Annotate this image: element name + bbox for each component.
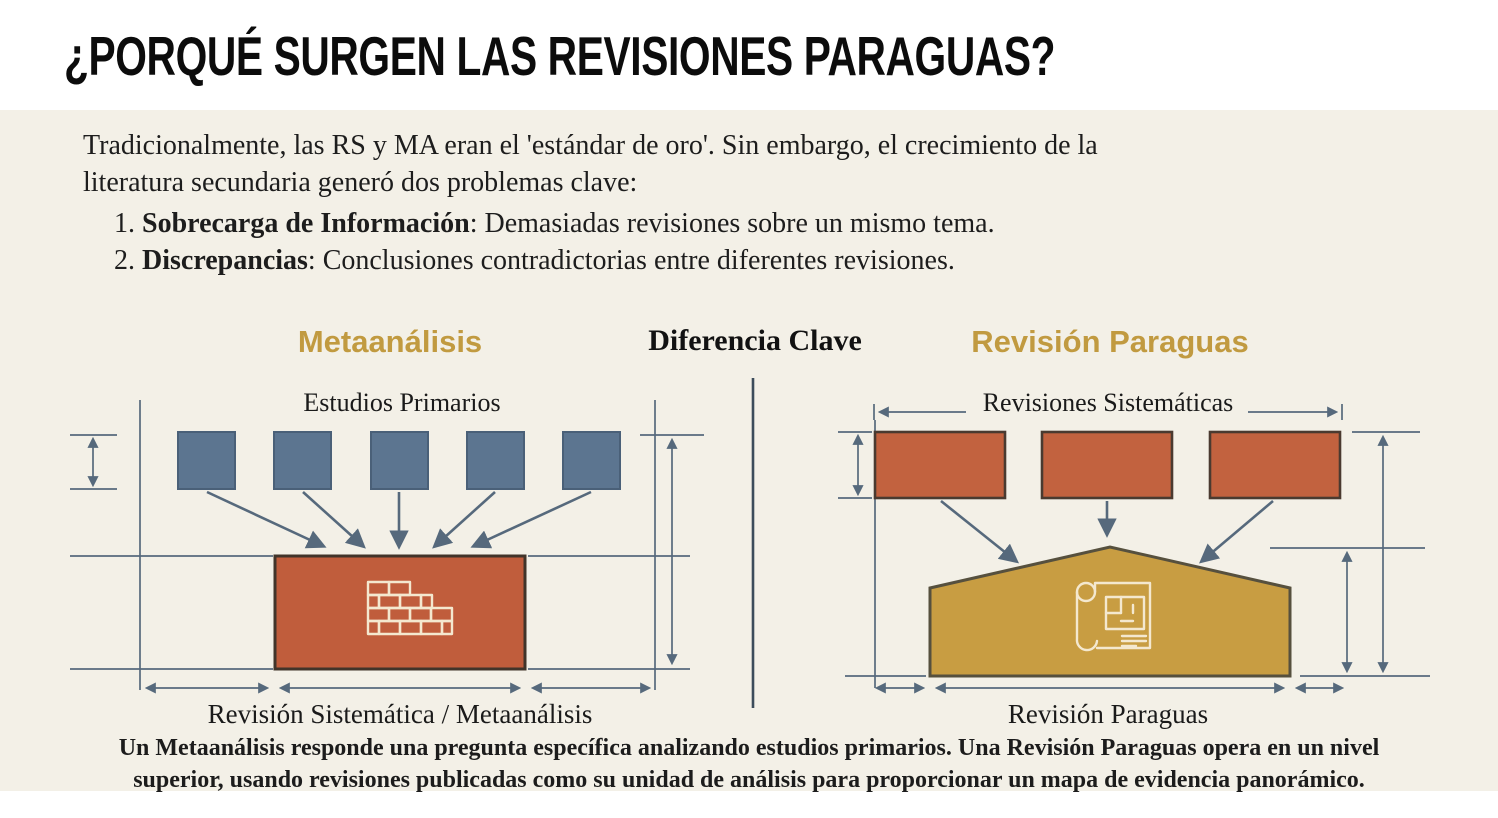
intro-line-2: literatura secundaria generó dos problemas clave: xyxy=(83,167,638,198)
list-item-term: Discrepancias xyxy=(142,245,308,276)
umbrella-review-label: Revisión Paraguas xyxy=(1007,699,1209,729)
primary-study-box xyxy=(371,432,428,489)
systematic-review-boxes xyxy=(875,432,1340,498)
umbrella-review-heading: Revisión Paraguas xyxy=(971,324,1249,359)
primary-study-box xyxy=(274,432,331,489)
primary-study-box xyxy=(467,432,524,489)
primary-study-box xyxy=(178,432,235,489)
problem-list xyxy=(114,205,995,279)
caption-line-2: superior, usando revisiones publicadas como su unidad de análisis para proporcionar un mapa de evidencia panorámico. xyxy=(133,767,1365,793)
list-item xyxy=(114,205,995,242)
list-item xyxy=(114,242,995,279)
caption-line-1: Un Metaanálisis responde una pregunta específica analizando estudios primarios. Una Revisión Paraguas opera en un nivel xyxy=(118,735,1380,761)
systematic-review-box xyxy=(275,556,525,669)
intro-line-1: Tradicionalmente, las RS y MA eran el 'estándar de oro'. Sin embargo, el crecimiento de la xyxy=(83,130,1098,161)
primary-studies-label: Estudios Primarios xyxy=(303,388,501,417)
list-item-term: Sobrecarga de Información xyxy=(142,208,470,239)
primary-study-box xyxy=(563,432,620,489)
systematic-reviews-label: Revisiones Sistemáticas xyxy=(982,388,1234,417)
list-item-desc: : Demasiadas revisiones sobre un mismo tema. xyxy=(469,208,995,239)
primary-study-boxes xyxy=(178,432,620,489)
list-item-desc: : Conclusiones contradictorias entre diferentes revisiones. xyxy=(307,245,955,276)
systematic-review-source-box xyxy=(1210,432,1340,498)
metaanalysis-heading: Metaanálisis xyxy=(297,324,483,359)
list-item-number: 2. xyxy=(114,245,135,276)
systematic-review-label: Revisión Sistemática / Metaanálisis xyxy=(207,699,593,729)
umbrella-review-shape xyxy=(930,547,1290,676)
systematic-review-source-box xyxy=(875,432,1005,498)
comparison-diagram xyxy=(0,370,1498,740)
key-difference-heading: Diferencia Clave xyxy=(648,324,862,357)
footer-caption xyxy=(69,732,1429,796)
flow-arrows-left xyxy=(207,492,591,546)
systematic-review-source-box xyxy=(1042,432,1172,498)
intro-paragraph xyxy=(83,127,1098,201)
list-item-number: 1. xyxy=(114,208,135,239)
page-title: ¿PORQUÉ SURGEN LAS REVISIONES PARAGUAS? xyxy=(64,25,1056,87)
